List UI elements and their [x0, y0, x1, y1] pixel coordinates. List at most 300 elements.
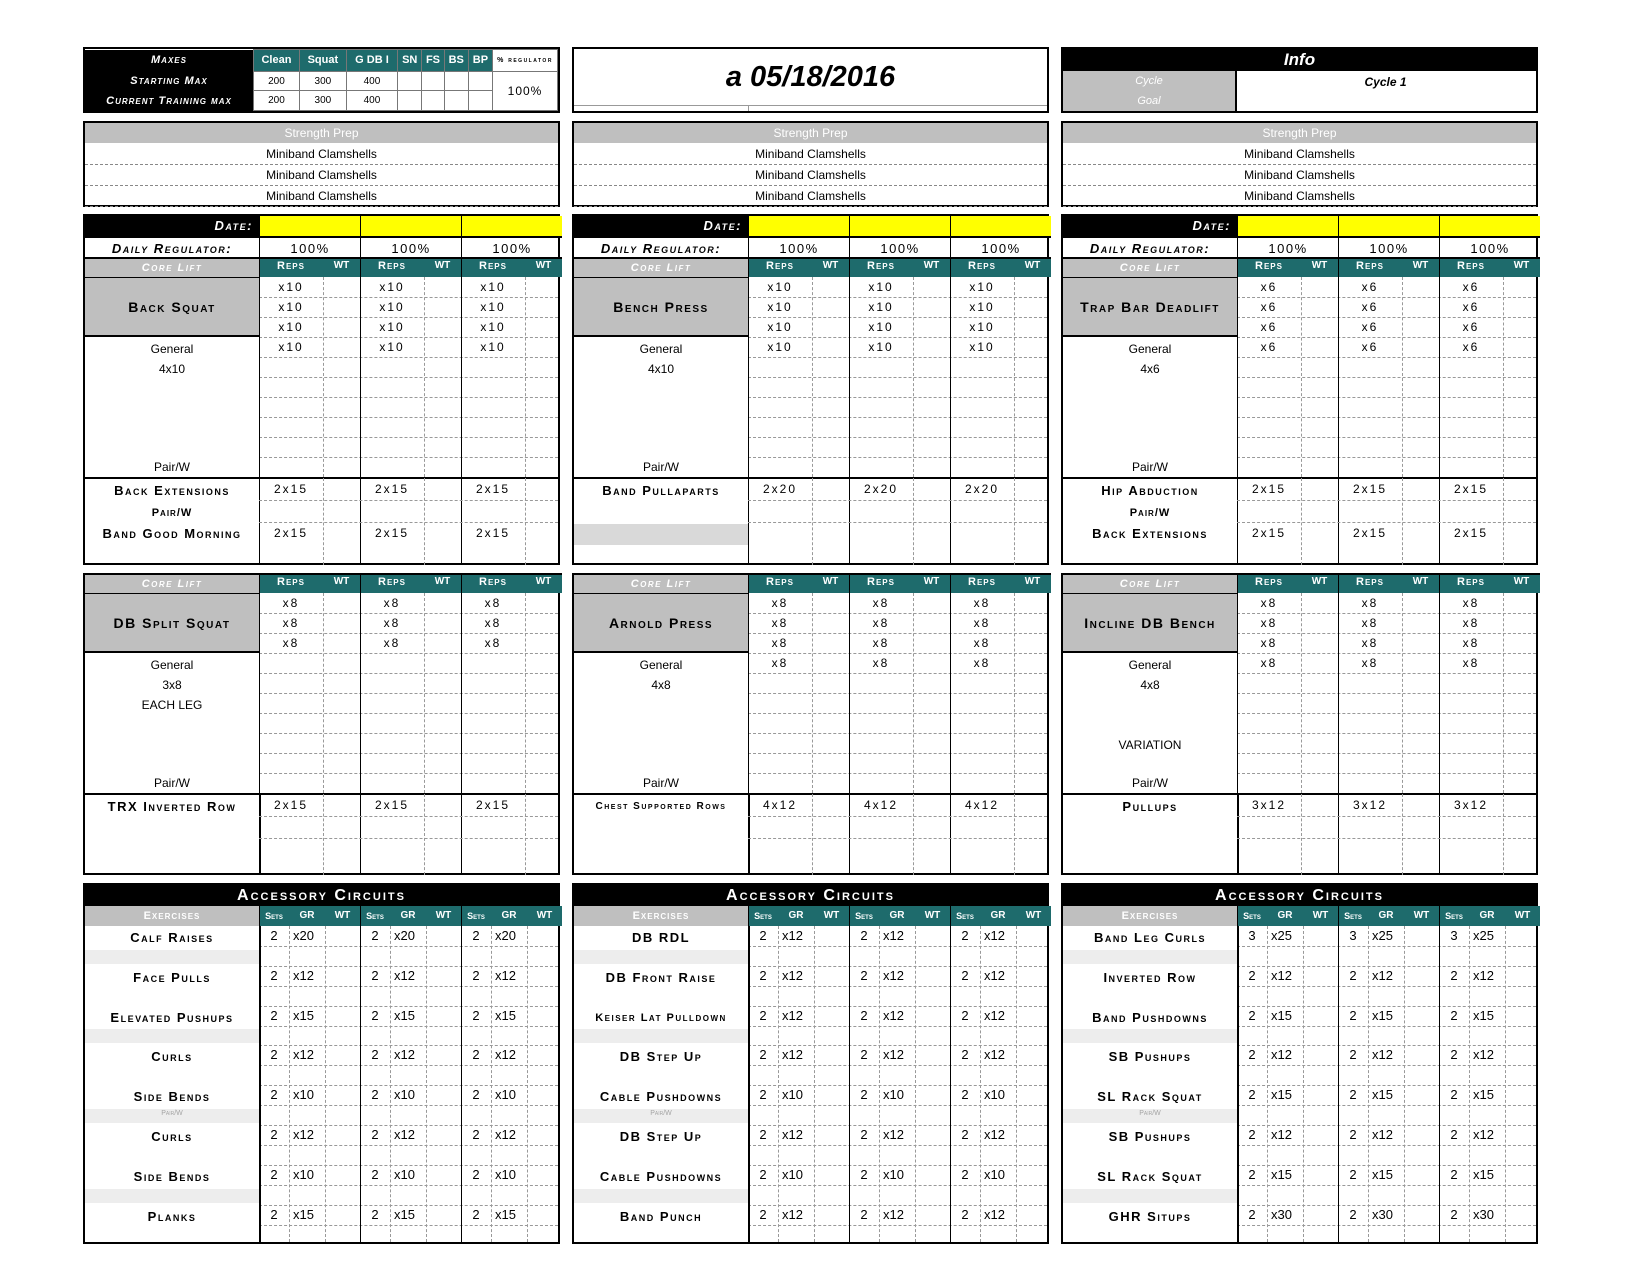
strength-prep-item[interactable]: Miniband Clamshells [85, 186, 558, 207]
strength-prep-item[interactable]: Miniband Clamshells [574, 186, 1047, 207]
accessory-weight-input[interactable] [1404, 966, 1439, 986]
weight-input[interactable] [1014, 397, 1051, 417]
accessory-sets[interactable]: 2 [371, 1206, 379, 1222]
weight-input[interactable] [525, 417, 562, 437]
accessory-gr[interactable]: x15 [293, 1007, 314, 1023]
weight-input[interactable] [913, 613, 950, 633]
weight-input[interactable] [1014, 317, 1051, 337]
weight-input[interactable] [1014, 753, 1051, 773]
accessory-sets[interactable]: 2 [472, 928, 480, 943]
reps-value[interactable]: x10 [379, 340, 405, 354]
reps-value[interactable]: x6 [1462, 300, 1480, 314]
supplemental-b-reps[interactable]: 2x15 [273, 526, 309, 540]
daily-regulator-value[interactable]: 100% [259, 236, 360, 257]
weight-input[interactable] [525, 437, 562, 457]
reps-value[interactable]: x8 [771, 636, 789, 650]
weight-input[interactable] [1402, 653, 1439, 673]
reps-value[interactable]: x10 [379, 280, 405, 294]
supplemental-b-reps[interactable] [748, 522, 812, 544]
accessory-weight-input[interactable] [814, 1165, 849, 1185]
current-max-value[interactable]: 300 [299, 91, 346, 111]
accessory-gr[interactable]: x30 [1372, 1206, 1393, 1222]
accessory-sets[interactable]: 2 [1450, 1047, 1458, 1063]
weight-input[interactable] [525, 733, 562, 753]
weight-input[interactable] [1014, 613, 1051, 633]
weight-input[interactable] [424, 633, 461, 653]
daily-regulator-value[interactable]: 100% [360, 236, 461, 257]
weight-input[interactable] [913, 713, 950, 733]
weight-input[interactable] [525, 357, 562, 377]
accessory-weight-input[interactable] [426, 966, 461, 986]
weight-input[interactable] [1402, 357, 1439, 377]
accessory-sets[interactable]: 2 [961, 1166, 969, 1182]
weight-input[interactable] [424, 377, 461, 397]
supplemental-a-reps[interactable]: 2x15 [273, 482, 309, 496]
current-max-value[interactable]: 200 [254, 91, 300, 111]
accessory-weight-input[interactable] [527, 1045, 562, 1065]
reps-value[interactable]: x10 [868, 300, 894, 314]
accessory-sets[interactable]: 2 [860, 1047, 868, 1063]
reps-value[interactable]: x10 [480, 340, 506, 354]
date-input[interactable] [950, 216, 1051, 236]
accessory-sets[interactable]: 2 [1450, 1007, 1458, 1023]
accessory-weight-input[interactable] [1016, 1205, 1051, 1225]
reps-value[interactable]: x10 [868, 280, 894, 294]
accessory-weight-input[interactable] [1016, 926, 1051, 946]
weight-input[interactable] [913, 773, 950, 793]
accessory-gr[interactable]: x12 [394, 1047, 415, 1063]
weight-input[interactable] [1301, 613, 1338, 633]
accessory-sets[interactable]: 2 [371, 1047, 379, 1063]
weight-input[interactable] [812, 733, 849, 753]
weight-input[interactable] [323, 277, 360, 297]
weight-input[interactable] [1503, 773, 1540, 793]
weight-input[interactable] [913, 633, 950, 653]
accessory-weight-input[interactable] [1303, 1125, 1338, 1145]
accessory-gr[interactable]: x15 [495, 1206, 516, 1222]
weight-input[interactable] [812, 633, 849, 653]
reps-value[interactable]: x8 [1462, 596, 1480, 610]
accessory-weight-input[interactable] [915, 1085, 950, 1105]
accessory-gr[interactable]: x12 [1271, 967, 1292, 983]
weight-input[interactable] [1301, 317, 1338, 337]
strength-prep-item[interactable]: Miniband Clamshells [574, 165, 1047, 186]
weight-input[interactable] [913, 357, 950, 377]
accessory-sets[interactable]: 2 [1349, 1206, 1357, 1222]
weight-input[interactable] [525, 297, 562, 317]
accessory-weight-input[interactable] [1404, 1045, 1439, 1065]
current-max-value[interactable] [468, 91, 492, 111]
weight-input[interactable] [424, 317, 461, 337]
weight-input[interactable] [812, 653, 849, 673]
accessory-sets[interactable]: 2 [371, 1087, 379, 1103]
date-input[interactable] [461, 216, 562, 236]
starting-max-value[interactable]: 300 [299, 71, 346, 91]
accessory-gr[interactable]: x12 [883, 967, 904, 983]
accessory-sets[interactable]: 2 [270, 967, 278, 983]
weight-input[interactable] [1014, 633, 1051, 653]
reps-value[interactable]: x8 [1260, 656, 1278, 670]
accessory-gr[interactable]: x12 [883, 1127, 904, 1142]
reps-value[interactable]: x8 [383, 616, 401, 630]
reps-value[interactable]: x6 [1361, 320, 1379, 334]
accessory-gr[interactable]: x12 [1473, 1047, 1494, 1063]
accessory-sets[interactable]: 2 [961, 967, 969, 983]
reps-value[interactable]: x8 [973, 596, 991, 610]
weight-input[interactable] [424, 753, 461, 773]
daily-regulator-value[interactable]: 100% [950, 236, 1051, 257]
weight-input[interactable] [1503, 457, 1540, 477]
weight-input[interactable] [1301, 753, 1338, 773]
weight-input[interactable] [812, 693, 849, 713]
weight-input[interactable] [913, 317, 950, 337]
accessory-gr[interactable]: x12 [782, 1206, 803, 1222]
weight-input[interactable] [1301, 357, 1338, 377]
weight-input[interactable] [424, 693, 461, 713]
accessory-gr[interactable]: x25 [1473, 928, 1494, 943]
weight-input[interactable] [525, 613, 562, 633]
weight-input[interactable] [812, 397, 849, 417]
weight-input[interactable] [1301, 653, 1338, 673]
supplemental-a-reps[interactable]: 2x15 [1251, 482, 1287, 496]
supplemental-a-reps[interactable]: 2x15 [1453, 482, 1489, 496]
weight-input[interactable] [1301, 337, 1338, 357]
daily-regulator-value[interactable]: 100% [1439, 236, 1540, 257]
accessory-gr[interactable]: x15 [394, 1007, 415, 1023]
accessory-weight-input[interactable] [1404, 1006, 1439, 1026]
accessory-sets[interactable]: 2 [1349, 1127, 1357, 1142]
accessory-gr[interactable]: x15 [495, 1007, 516, 1023]
reps-value[interactable]: x6 [1462, 320, 1480, 334]
reps-value[interactable]: x6 [1260, 280, 1278, 294]
accessory-weight-input[interactable] [527, 1085, 562, 1105]
weight-input[interactable] [1014, 713, 1051, 733]
accessory-sets[interactable]: 2 [472, 1007, 480, 1023]
weight-input[interactable] [323, 753, 360, 773]
accessory-sets[interactable]: 2 [1349, 967, 1357, 983]
weight-input[interactable] [1503, 317, 1540, 337]
accessory-gr[interactable]: x10 [394, 1166, 415, 1182]
current-max-value[interactable] [444, 91, 468, 111]
supplemental-a-reps[interactable]: 4x12 [964, 798, 1000, 812]
weight-input[interactable] [1503, 417, 1540, 437]
weight-input[interactable] [1503, 337, 1540, 357]
accessory-sets[interactable]: 2 [472, 1166, 480, 1182]
weight-input[interactable] [812, 457, 849, 477]
reps-value[interactable]: x8 [383, 596, 401, 610]
accessory-sets[interactable]: 2 [1349, 1087, 1357, 1103]
weight-input[interactable] [1503, 357, 1540, 377]
accessory-sets[interactable]: 2 [1248, 1166, 1256, 1182]
reps-value[interactable]: x6 [1260, 320, 1278, 334]
reps-value[interactable]: x10 [278, 300, 304, 314]
weight-input[interactable] [1014, 673, 1051, 693]
reps-value[interactable]: x8 [771, 616, 789, 630]
weight-input[interactable] [323, 713, 360, 733]
date-input[interactable] [360, 216, 461, 236]
weight-input[interactable] [913, 397, 950, 417]
weight-input[interactable] [424, 653, 461, 673]
accessory-sets[interactable]: 2 [759, 1127, 767, 1142]
reps-value[interactable]: x8 [1462, 656, 1480, 670]
accessory-weight-input[interactable] [1505, 1045, 1540, 1065]
accessory-weight-input[interactable] [915, 1125, 950, 1145]
accessory-weight-input[interactable] [426, 1006, 461, 1026]
reps-value[interactable]: x10 [767, 340, 793, 354]
weight-input[interactable] [1402, 417, 1439, 437]
weight-input[interactable] [424, 773, 461, 793]
accessory-sets[interactable]: 2 [961, 1206, 969, 1222]
accessory-weight-input[interactable] [1016, 1006, 1051, 1026]
accessory-sets[interactable]: 2 [270, 1087, 278, 1103]
supplemental-a-reps[interactable]: 2x20 [863, 482, 899, 496]
supplemental-b-reps[interactable]: 2x15 [1251, 526, 1287, 540]
weight-input[interactable] [525, 277, 562, 297]
reps-value[interactable]: x8 [1462, 616, 1480, 630]
weight-input[interactable] [1503, 693, 1540, 713]
accessory-weight-input[interactable] [1505, 1205, 1540, 1225]
weight-input[interactable] [913, 457, 950, 477]
reps-value[interactable]: x8 [872, 656, 890, 670]
accessory-sets[interactable]: 2 [371, 967, 379, 983]
accessory-gr[interactable]: x12 [883, 1007, 904, 1023]
accessory-sets[interactable]: 2 [1450, 1206, 1458, 1222]
weight-input[interactable] [323, 297, 360, 317]
weight-input[interactable] [1301, 457, 1338, 477]
accessory-sets[interactable]: 2 [371, 1127, 379, 1142]
accessory-gr[interactable]: x12 [883, 1047, 904, 1063]
accessory-sets[interactable]: 2 [1248, 967, 1256, 983]
accessory-gr[interactable]: x10 [782, 1087, 803, 1103]
weight-input[interactable] [323, 693, 360, 713]
strength-prep-item[interactable]: Miniband Clamshells [574, 144, 1047, 165]
weight-input[interactable] [913, 337, 950, 357]
reps-value[interactable]: x8 [1361, 616, 1379, 630]
date-input[interactable] [1338, 216, 1439, 236]
reps-value[interactable]: x10 [868, 340, 894, 354]
weight-input[interactable] [1402, 693, 1439, 713]
weight-input[interactable] [424, 593, 461, 613]
accessory-weight-input[interactable] [527, 1205, 562, 1225]
supplemental-b-reps[interactable]: 2x15 [475, 526, 511, 540]
weight-input[interactable] [1503, 277, 1540, 297]
supplemental-a-reps[interactable]: 3x12 [1352, 798, 1388, 812]
reps-value[interactable]: x6 [1260, 340, 1278, 354]
weight-input[interactable] [1402, 317, 1439, 337]
weight-input[interactable] [1402, 297, 1439, 317]
accessory-sets[interactable]: 2 [1248, 1127, 1256, 1142]
current-max-value[interactable] [422, 91, 444, 111]
reps-value[interactable]: x10 [379, 300, 405, 314]
weight-input[interactable] [812, 753, 849, 773]
accessory-gr[interactable]: x15 [1271, 1087, 1292, 1103]
supplemental-b-reps[interactable]: 2x15 [1453, 526, 1489, 540]
weight-input[interactable] [1503, 633, 1540, 653]
accessory-gr[interactable]: x25 [1372, 928, 1393, 943]
accessory-gr[interactable]: x12 [883, 1206, 904, 1222]
weight-input[interactable] [424, 357, 461, 377]
reps-value[interactable]: x8 [973, 636, 991, 650]
accessory-sets[interactable]: 2 [860, 967, 868, 983]
accessory-sets[interactable]: 2 [1349, 1007, 1357, 1023]
accessory-gr[interactable]: x12 [984, 928, 1005, 943]
weight-input[interactable] [913, 673, 950, 693]
accessory-weight-input[interactable] [527, 926, 562, 946]
reps-value[interactable]: x10 [480, 300, 506, 314]
reps-value[interactable]: x10 [969, 300, 995, 314]
weight-input[interactable] [1503, 713, 1540, 733]
reps-value[interactable]: x8 [1260, 636, 1278, 650]
daily-regulator-value[interactable]: 100% [1237, 236, 1338, 257]
weight-input[interactable] [913, 277, 950, 297]
weight-input[interactable] [525, 693, 562, 713]
weight-input[interactable] [323, 437, 360, 457]
weight-input[interactable] [323, 337, 360, 357]
weight-input[interactable] [1014, 593, 1051, 613]
accessory-weight-input[interactable] [325, 1165, 360, 1185]
accessory-weight-input[interactable] [915, 1045, 950, 1065]
accessory-gr[interactable]: x12 [1271, 1127, 1292, 1142]
weight-input[interactable] [1014, 653, 1051, 673]
accessory-sets[interactable]: 2 [1349, 1047, 1357, 1063]
accessory-gr[interactable]: x12 [1372, 1127, 1393, 1142]
accessory-sets[interactable]: 2 [961, 1087, 969, 1103]
weight-input[interactable] [525, 713, 562, 733]
weight-input[interactable] [1402, 377, 1439, 397]
date-input[interactable] [849, 216, 950, 236]
accessory-weight-input[interactable] [1016, 1045, 1051, 1065]
accessory-gr[interactable]: x12 [495, 967, 516, 983]
weight-input[interactable] [525, 377, 562, 397]
weight-input[interactable] [1402, 277, 1439, 297]
weight-input[interactable] [1014, 377, 1051, 397]
weight-input[interactable] [812, 357, 849, 377]
reps-value[interactable]: x6 [1462, 340, 1480, 354]
starting-max-value[interactable] [422, 71, 444, 91]
accessory-sets[interactable]: 3 [1248, 928, 1256, 943]
accessory-weight-input[interactable] [325, 1045, 360, 1065]
weight-input[interactable] [1503, 397, 1540, 417]
weight-input[interactable] [323, 633, 360, 653]
accessory-gr[interactable]: x10 [495, 1166, 516, 1182]
reps-value[interactable]: x8 [1462, 636, 1480, 650]
weight-input[interactable] [424, 713, 461, 733]
accessory-weight-input[interactable] [527, 966, 562, 986]
reps-value[interactable]: x8 [973, 656, 991, 670]
accessory-gr[interactable]: x12 [1473, 967, 1494, 983]
weight-input[interactable] [1301, 593, 1338, 613]
weight-input[interactable] [1503, 297, 1540, 317]
weight-input[interactable] [1301, 397, 1338, 417]
accessory-gr[interactable]: x12 [1372, 1047, 1393, 1063]
accessory-gr[interactable]: x12 [782, 1007, 803, 1023]
reps-value[interactable]: x6 [1361, 280, 1379, 294]
accessory-sets[interactable]: 2 [860, 1127, 868, 1142]
date-input[interactable] [259, 216, 360, 236]
weight-input[interactable] [1402, 337, 1439, 357]
accessory-gr[interactable]: x20 [495, 928, 516, 943]
weight-input[interactable] [1014, 773, 1051, 793]
weight-input[interactable] [323, 377, 360, 397]
accessory-weight-input[interactable] [325, 1125, 360, 1145]
accessory-sets[interactable]: 2 [961, 928, 969, 943]
accessory-sets[interactable]: 2 [759, 1047, 767, 1063]
weight-input[interactable] [1301, 417, 1338, 437]
weight-input[interactable] [525, 653, 562, 673]
accessory-weight-input[interactable] [1505, 1006, 1540, 1026]
accessory-sets[interactable]: 2 [371, 1007, 379, 1023]
weight-input[interactable] [1014, 297, 1051, 317]
accessory-sets[interactable]: 2 [1248, 1087, 1256, 1103]
weight-input[interactable] [424, 397, 461, 417]
date-input[interactable] [1439, 216, 1540, 236]
supplemental-b-reps[interactable] [849, 522, 913, 544]
weight-input[interactable] [424, 613, 461, 633]
weight-input[interactable] [424, 733, 461, 753]
accessory-gr[interactable]: x30 [1271, 1206, 1292, 1222]
accessory-weight-input[interactable] [1303, 1006, 1338, 1026]
weight-input[interactable] [913, 733, 950, 753]
reps-value[interactable]: x8 [872, 596, 890, 610]
supplemental-a-reps[interactable]: 2x15 [475, 798, 511, 812]
accessory-sets[interactable]: 3 [1349, 928, 1357, 943]
weight-input[interactable] [1014, 693, 1051, 713]
accessory-weight-input[interactable] [1016, 1125, 1051, 1145]
accessory-sets[interactable]: 2 [1450, 1127, 1458, 1142]
accessory-weight-input[interactable] [915, 926, 950, 946]
reps-value[interactable]: x8 [1361, 596, 1379, 610]
weight-input[interactable] [913, 593, 950, 613]
weight-input[interactable] [913, 753, 950, 773]
accessory-weight-input[interactable] [814, 1205, 849, 1225]
accessory-sets[interactable]: 2 [759, 967, 767, 983]
accessory-gr[interactable]: x10 [293, 1087, 314, 1103]
weight-input[interactable] [525, 337, 562, 357]
weight-input[interactable] [1503, 593, 1540, 613]
reps-value[interactable]: x8 [383, 636, 401, 650]
reps-value[interactable]: x8 [1260, 616, 1278, 630]
accessory-weight-input[interactable] [426, 1165, 461, 1185]
weight-input[interactable] [1301, 773, 1338, 793]
accessory-gr[interactable]: x15 [394, 1206, 415, 1222]
reps-value[interactable]: x10 [278, 280, 304, 294]
accessory-sets[interactable]: 2 [961, 1127, 969, 1142]
reps-value[interactable]: x8 [484, 616, 502, 630]
accessory-sets[interactable]: 2 [1248, 1047, 1256, 1063]
weight-input[interactable] [812, 613, 849, 633]
weight-input[interactable] [424, 297, 461, 317]
accessory-weight-input[interactable] [1303, 966, 1338, 986]
weight-input[interactable] [1402, 613, 1439, 633]
accessory-weight-input[interactable] [1303, 1085, 1338, 1105]
weight-input[interactable] [1301, 633, 1338, 653]
weight-input[interactable] [913, 693, 950, 713]
accessory-weight-input[interactable] [814, 1125, 849, 1145]
weight-input[interactable] [812, 673, 849, 693]
accessory-weight-input[interactable] [1016, 1085, 1051, 1105]
reps-value[interactable]: x8 [1361, 656, 1379, 670]
weight-input[interactable] [1301, 437, 1338, 457]
accessory-gr[interactable]: x15 [1271, 1007, 1292, 1023]
strength-prep-item[interactable]: Miniband Clamshells [1063, 186, 1536, 207]
accessory-weight-input[interactable] [527, 1125, 562, 1145]
accessory-gr[interactable]: x12 [394, 967, 415, 983]
accessory-sets[interactable]: 2 [860, 1206, 868, 1222]
weight-input[interactable] [1014, 733, 1051, 753]
accessory-sets[interactable]: 2 [860, 1166, 868, 1182]
weight-input[interactable] [1402, 773, 1439, 793]
weight-input[interactable] [323, 773, 360, 793]
